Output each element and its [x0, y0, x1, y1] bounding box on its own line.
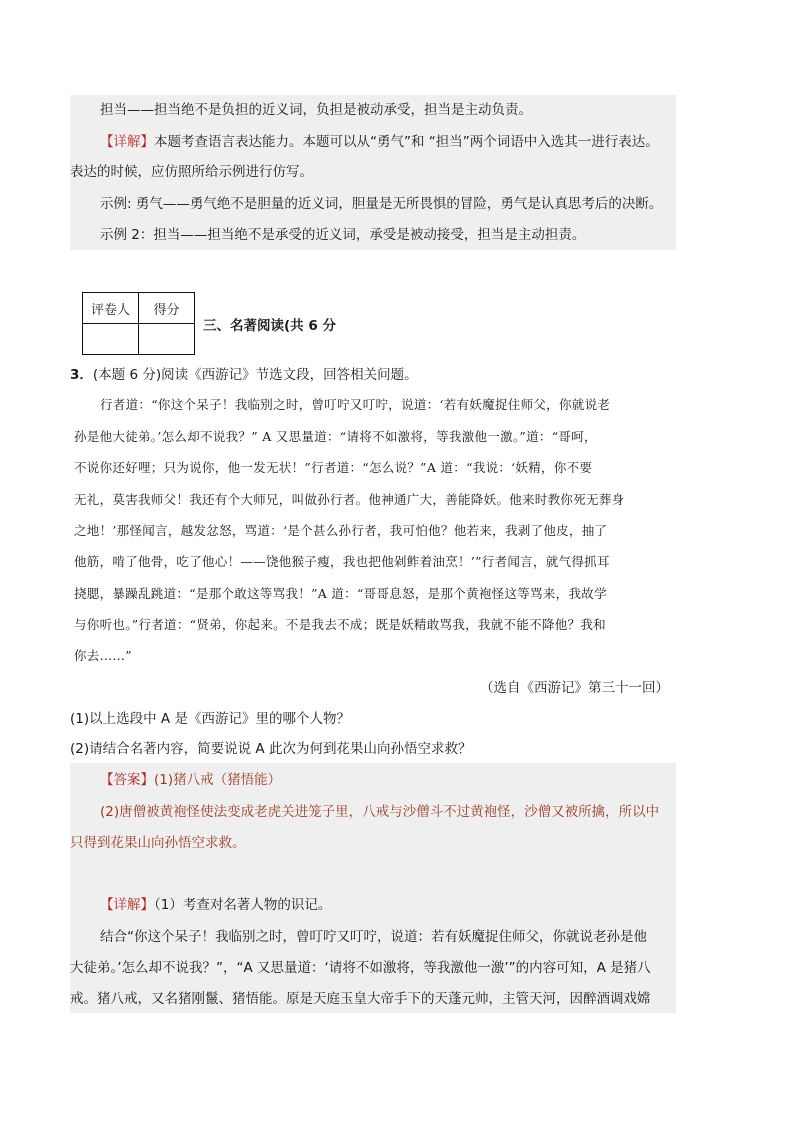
question-header [70, 366, 418, 384]
answer-1 [100, 771, 281, 789]
passage-source: （选自《西游记》第三十一回） [480, 680, 669, 696]
answer-block-top [70, 95, 676, 250]
detail-tag: 【详解】 [100, 134, 154, 150]
score-header-score: 得分 [139, 293, 195, 324]
passage-line-4: 无礼，莫害我师父！我还有个大师兄，叫做孙行者。他神通广大，善能降妖。他来时教你死无葬身 [74, 492, 625, 507]
question-number: 3． [70, 367, 93, 383]
passage-line-5: 之地！’那怪闻言，越发忿怒，骂道：‘是个甚么孙行者，我可怕他？他若来，我剥了他皮，抽了 [74, 523, 608, 538]
example-line-1: 示例: 勇气——勇气绝不是胆量的近义词，胆量是无所畏惧的冒险，勇气是认真思考后的决断。 [100, 196, 663, 212]
score-table [82, 292, 195, 355]
passage-line-3: 不说你还好哩；只为说你，他一发无状！”行者道：“怎么说？”A 道：“我说：‘妖精，你不要 [74, 460, 593, 475]
detail-line-1 [100, 133, 659, 151]
passage-line-9: 你去……” [74, 648, 132, 663]
passage-line-1: 行者道：“你这个呆子！我临别之时，曾叮咛又叮咛，说道：‘若有妖魔捉住师父，你就说老 [100, 397, 611, 412]
detail-bottom-line-3: 大徒弟。’怎么却不说我？”，“A 又思量道：‘请将不如激将，等我激他一激’”的内容可知，A 是猪八 [70, 960, 651, 976]
detail-bottom-tag: 【详解】 [100, 897, 154, 913]
passage-line-2: 孙是他大徒弟。’怎么却不说我？” A 又思量道：“请将不如激将，等我激他一激。”道：“哥呵， [74, 429, 597, 444]
score-cell-score [139, 324, 195, 355]
detail-text: 本题考查语言表达能力。本题可以从“勇气”和 “担当”两个词语中入选其一进行表达。 [154, 134, 659, 150]
detail-line-2: 表达的时候，应仿照所给示例进行仿写。 [70, 164, 313, 180]
example-line-2: 示例 2：担当——担当绝不是承受的近义词，承受是被动接受，担当是主动担责。 [100, 227, 586, 243]
passage-line-6: 他筋，啃了他骨，吃了他心！——饶他猴子瘦，我也把他剁鲊着油烹！’”行者闻言，就气得抓耳 [74, 554, 610, 569]
detail-bottom-line-4: 戒。猪八戒，又名猪刚鬣、猪悟能。原是天庭玉皇大帝手下的天蓬元帅，主管天河，因醉酒调戏嫦 [70, 991, 651, 1007]
answer-2-line-1: (2)唐僧被黄袍怪使法变成老虎关进笼子里，八戒与沙僧斗不过黄袍怪，沙僧又被所擒，所以中 [100, 804, 660, 820]
detail-bottom-line-1 [100, 896, 331, 914]
sub-question-1: (1)以上选段中 A 是《西游记》里的哪个人物？ [70, 711, 350, 727]
passage-line-8: 与你听也。”行者道：“贤弟，你起来。不是我去不成；既是妖精敢骂我，我就不能不降他？我和 [74, 617, 606, 632]
passage-line-7: 挠腮，暴躁乱跳道：“是那个敢这等骂我！”A 道：“哥哥息怒，是那个黄袍怪这等骂来，我故学 [74, 586, 607, 601]
sub-question-2: (2)请结合名著内容，简要说说 A 此次为何到花果山向孙悟空求救？ [70, 741, 472, 757]
section-title: 三、名著阅读(共 6 分 [203, 318, 336, 334]
question-intro: (本题 6 分)阅读《西游记》节选文段，回答相关问题。 [92, 367, 418, 383]
answer-tag: 【答案】 [100, 772, 154, 788]
detail-bottom-line-2: 结合“你这个呆子！我临别之时，曾叮咛又叮咛，说道：若有妖魔捉住师父，你就说老孙是他 [100, 929, 647, 945]
score-cell-grader [83, 324, 139, 355]
answer-2-line-2: 只得到花果山向孙悟空求救。 [70, 835, 246, 851]
answer-block-bottom [70, 763, 676, 1013]
answer-1-text: (1)猪八戒（猪悟能） [154, 772, 282, 788]
score-header-grader: 评卷人 [83, 293, 139, 324]
detail-bottom-text: （1）考查对名著人物的识记。 [154, 897, 332, 913]
answer-line-1: 担当——担当绝不是负担的近义词，负担是被动承受，担当是主动负责。 [100, 102, 532, 118]
